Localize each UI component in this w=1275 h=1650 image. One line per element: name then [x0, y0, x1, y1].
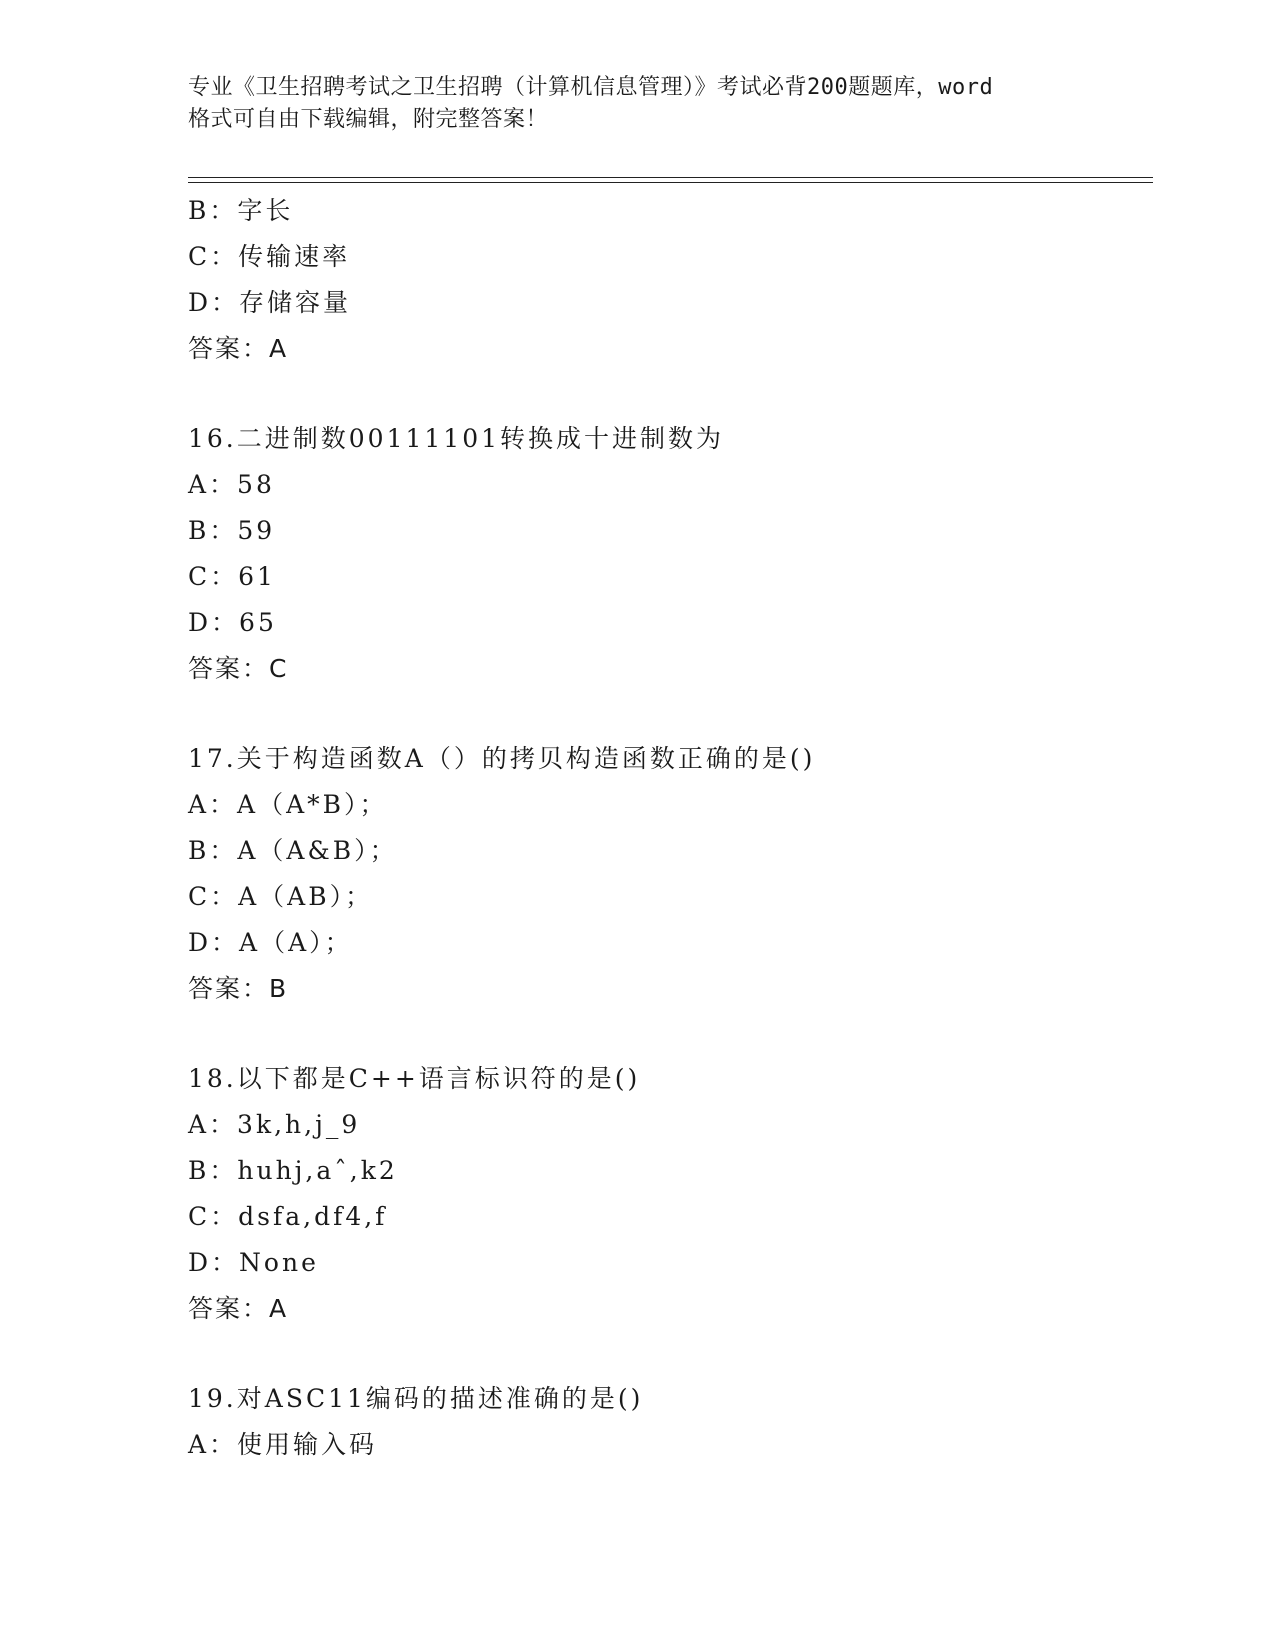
header-line-2: 格式可自由下载编辑，附完整答案！: [188, 107, 549, 132]
answer: 答案：A: [188, 1294, 289, 1323]
question-17: [188, 736, 1148, 1012]
answer: 答案：C: [188, 654, 289, 683]
header-rule-top: [188, 177, 1153, 178]
option-d: D：65: [188, 608, 277, 637]
option-b: B：huhj,aˆ,k2: [188, 1156, 398, 1185]
option-a: A：3k,h,j_9: [188, 1110, 361, 1139]
question-title: 16.二进制数00111101转换成十进制数为: [188, 424, 725, 453]
question-list: [188, 188, 1148, 1468]
option-d: D：A（A）；: [188, 928, 353, 957]
answer: 答案：A: [188, 334, 289, 363]
answer: 答案：B: [188, 974, 289, 1003]
question-title: 18.以下都是C++语言标识符的是(): [188, 1064, 641, 1093]
option-c: C：A（AB）；: [188, 882, 374, 911]
option-b: B：A（A&B）；: [188, 836, 398, 865]
option-a: A：A（A*B）；: [188, 790, 388, 819]
question-19: [188, 1376, 1148, 1468]
option-a: A：58: [188, 470, 275, 499]
header-rule-bottom: [188, 182, 1153, 183]
option-c: C：dsfa,df4,f: [188, 1202, 388, 1231]
document-header: [188, 72, 1108, 136]
option-b: B：59: [188, 516, 276, 545]
header-line-1: 专业《卫生招聘考试之卫生招聘（计算机信息管理）》考试必背200题题库，word: [188, 75, 994, 100]
question-16: [188, 416, 1148, 692]
option-a: A：使用输入码: [188, 1430, 378, 1459]
question-title: 19.对ASC11编码的描述准确的是(): [188, 1384, 644, 1413]
question-15-continued: [188, 188, 1148, 372]
option-b: B：字长: [188, 196, 294, 225]
option-c: C：61: [188, 562, 276, 591]
question-title: 17.关于构造函数A（）的拷贝构造函数正确的是(): [188, 744, 816, 773]
option-d: D：None: [188, 1248, 319, 1277]
option-d: D：存储容量: [188, 288, 352, 317]
option-c: C：传输速率: [188, 242, 351, 271]
question-18: [188, 1056, 1148, 1332]
